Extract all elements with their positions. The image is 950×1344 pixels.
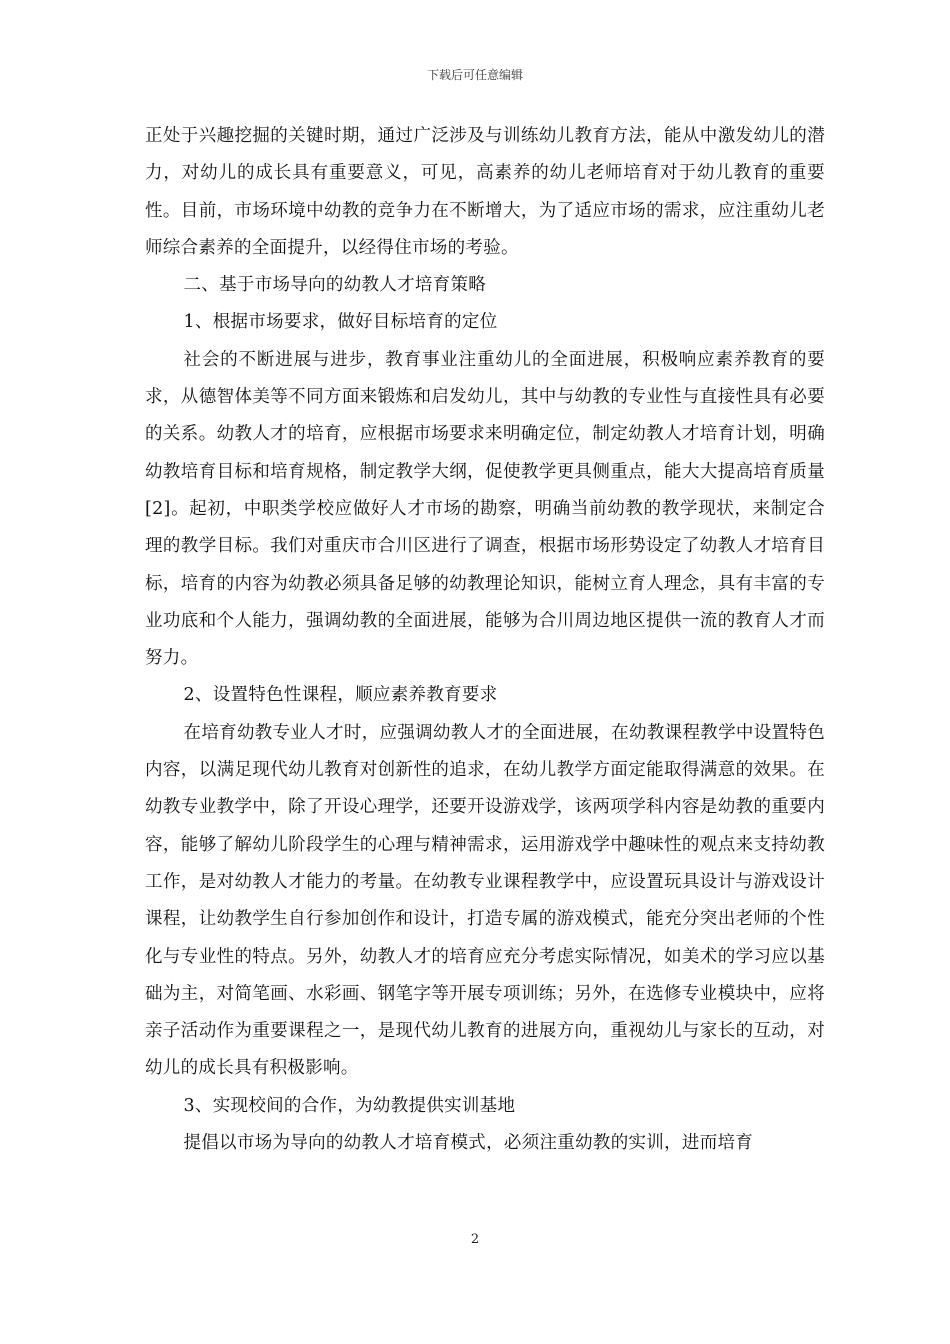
body-paragraph: 正处于兴趣挖掘的关键时期，通过广泛涉及与训练幼儿教育方法，能从中激发幼儿的潜力，对幼儿的成长具有重要意义，可见，高素养的幼儿老师培育对于幼儿教育的重要性。目前，市场环境中幼教的竞争力在不断增大，为了适应市场的需求，应注重幼儿老师综合素养的全面提升，以经得住市场的考验。 — [145, 126, 825, 258]
page-number: 2 — [470, 1232, 480, 1247]
section-heading: 二、基于市场导向的幼教人才培育策略 — [183, 275, 487, 296]
document-body — [145, 118, 825, 1162]
body-paragraph: 社会的不断进展与进步，教育事业注重幼儿的全面进展，积极响应素养教育的要求，从德智体美等不同方面来锻炼和启发幼儿，其中与幼教的专业性与直接性具有必要的关系。幼教人才的培育，应根据市场要求来明确定位，制定幼教人才培育计划，明确幼教培育目标和培育规格，制定教学大纲，促使教学更具侧重点，能大大提高培育质量[2]。起初，中职类学校应做好人才市场的勘察，明确当前幼教的教学现状，来制定合理的教学目标。我们对重庆市合川区进行了调查，根据市场形势设定了幼教人才培育目标，培育的内容为幼教必须具备足够的幼教理论知识，能树立育人理念，具有丰富的专业功底和个人能力，强调幼教的全面进展，能够为合川周边地区提供一流的教育人才而努力。 — [145, 349, 825, 669]
body-paragraph: 在培育幼教专业人才时，应强调幼教人才的全面进展，在幼教课程教学中设置特色内容，以满足现代幼儿教育对创新性的追求，在幼儿教学方面定能取得满意的效果。在幼教专业教学中，除了开设心理学，还要开设游戏学，该两项学科内容是幼教的重要内容，能够了解幼儿阶段学生的心理与精神需求，运用游戏学中趣味性的观点来支持幼教工作，是对幼教人才能力的考量。在幼教专业课程教学中，应设置玩具设计与游戏设计课程，让幼教学生自行参加创作和设计，打造专属的游戏模式，能充分突出老师的个性化与专业性的特点。另外，幼教人才的培育应充分考虑实际情况，如美术的学习应以基础为主，对简笔画、水彩画、钢笔字等开展专项训练；另外，在选修专业模块中，应将亲子活动作为重要课程之一，是现代幼儿教育的进展方向，重视幼儿与家长的互动，对幼儿的成长具有积极影响。 — [145, 722, 825, 1079]
subsection-heading: 3、实现校间的合作，为幼教提供实训基地 — [183, 1095, 516, 1116]
body-paragraph: 提倡以市场为导向的幼教人才培育模式，必须注重幼教的实训，进而培育 — [183, 1133, 754, 1154]
subsection-heading: 1、根据市场要求，做好目标培育的定位 — [183, 312, 498, 333]
page-header: 下载后可任意编辑 — [426, 68, 523, 82]
subsection-heading: 2、设置特色性课程，顺应素养教育要求 — [183, 685, 498, 706]
